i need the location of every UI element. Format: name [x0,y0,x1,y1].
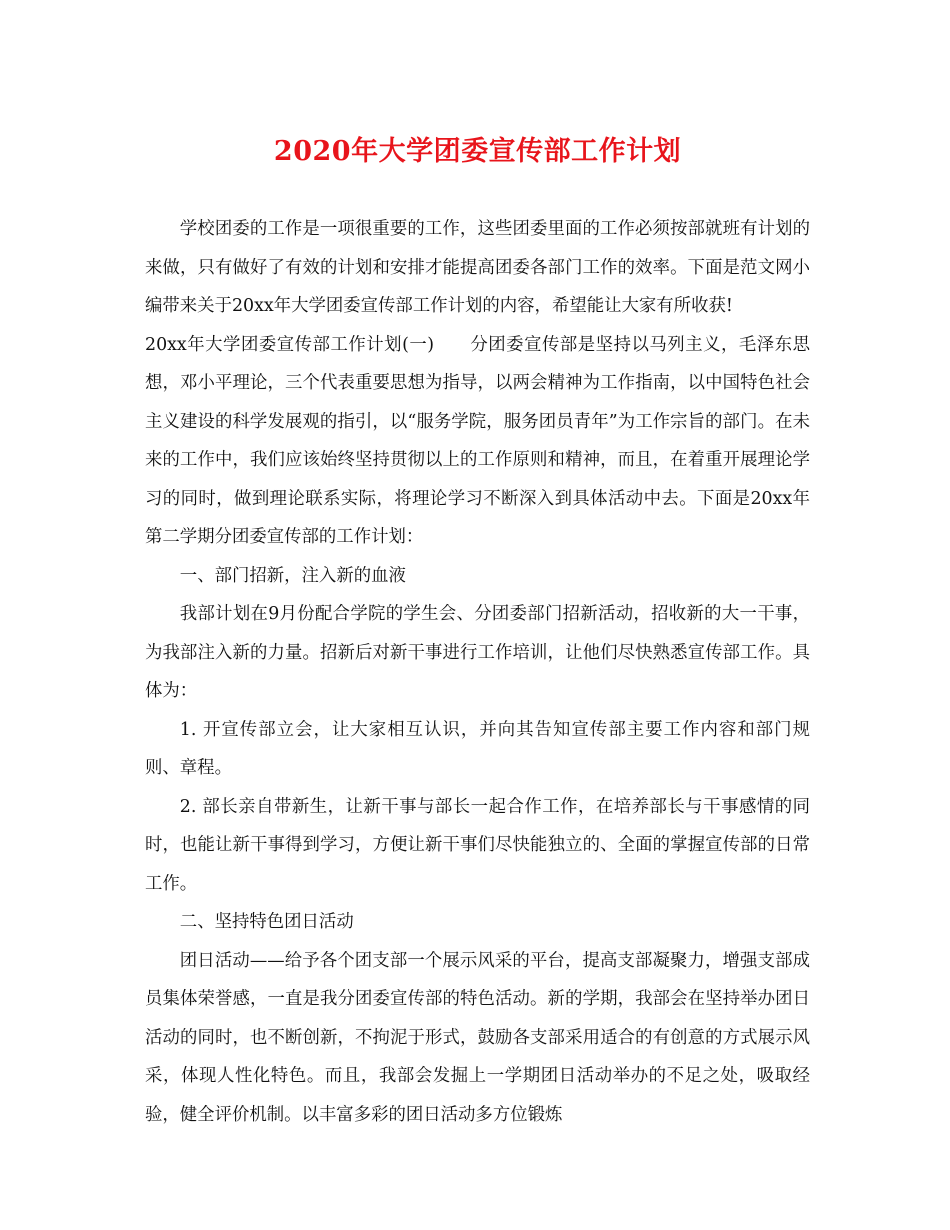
paragraph-plan-one: 20xx年大学团委宣传部工作计划(一) 分团委宣传部是坚持以马列主义，毛泽东思想，邓小平理论，三个代表重要思想为指导，以两会精神为工作指南，以中国特色社会主义建设的科学发展观的指引，以“服务学院，服务团员青年”为工作宗旨的部门。在未来的工作中，我们应该始终坚持贯彻以上的工作原则和精神，而且，在着重开展理论学习的同时，做到理论联系实际，将理论学习不断深入到具体活动中去。下面是20xx年第二学期分团委宣传部的工作计划： [145,334,810,547]
section-heading-league-day: 二、坚持特色团日活动 [179,912,354,932]
paragraph-league-day: 团日活动——给予各个团支部一个展示风采的平台，提高支部凝聚力，增强支部成员集体荣誉感，一直是我分团委宣传部的特色活动。新的学期，我部会在坚持举办团日活动的同时，也不断创新，不拘泥于形式，鼓励各支部采用适合的有创意的方式展示风采，体现人性化特色。而且，我部会发掘上一学期团日活动举办的不足之处，吸取经验，健全评价机制。以丰富多彩的团日活动多方位锻炼 [145,950,810,1125]
list-item-mentoring: 2. 部长亲自带新生，让新干事与部长一起合作工作，在培养部长与干事感情的同时，也能让新干事得到学习，方便让新干事们尽快能独立的、全面的掌握宣传部的日常工作。 [145,796,810,894]
document-title: 2020年大学团委宣传部工作计划 [273,136,682,167]
paragraph-intro: 学校团委的工作是一项很重要的工作，这些团委里面的工作必须按部就班有计划的来做，只有做好了有效的计划和安排才能提高团委各部门工作的效率。下面是范文网小编带来关于20xx年大学团委宣传部工作计划的内容，希望能让大家有所收获! [145,219,810,316]
paragraph-recruitment: 我部计划在9月份配合学院的学生会、分团委部门招新活动，招收新的大一干事，为我部注入新的力量。招新后对新干事进行工作培训，让他们尽快熟悉宣传部工作。具体为： [145,604,810,701]
list-item-meeting: 1. 开宣传部立会，让大家相互认识，并向其告知宣传部主要工作内容和部门规则、章程。 [145,719,810,778]
section-heading-recruitment: 一、部门招新，注入新的血液 [179,565,406,586]
document-body [145,210,810,1134]
